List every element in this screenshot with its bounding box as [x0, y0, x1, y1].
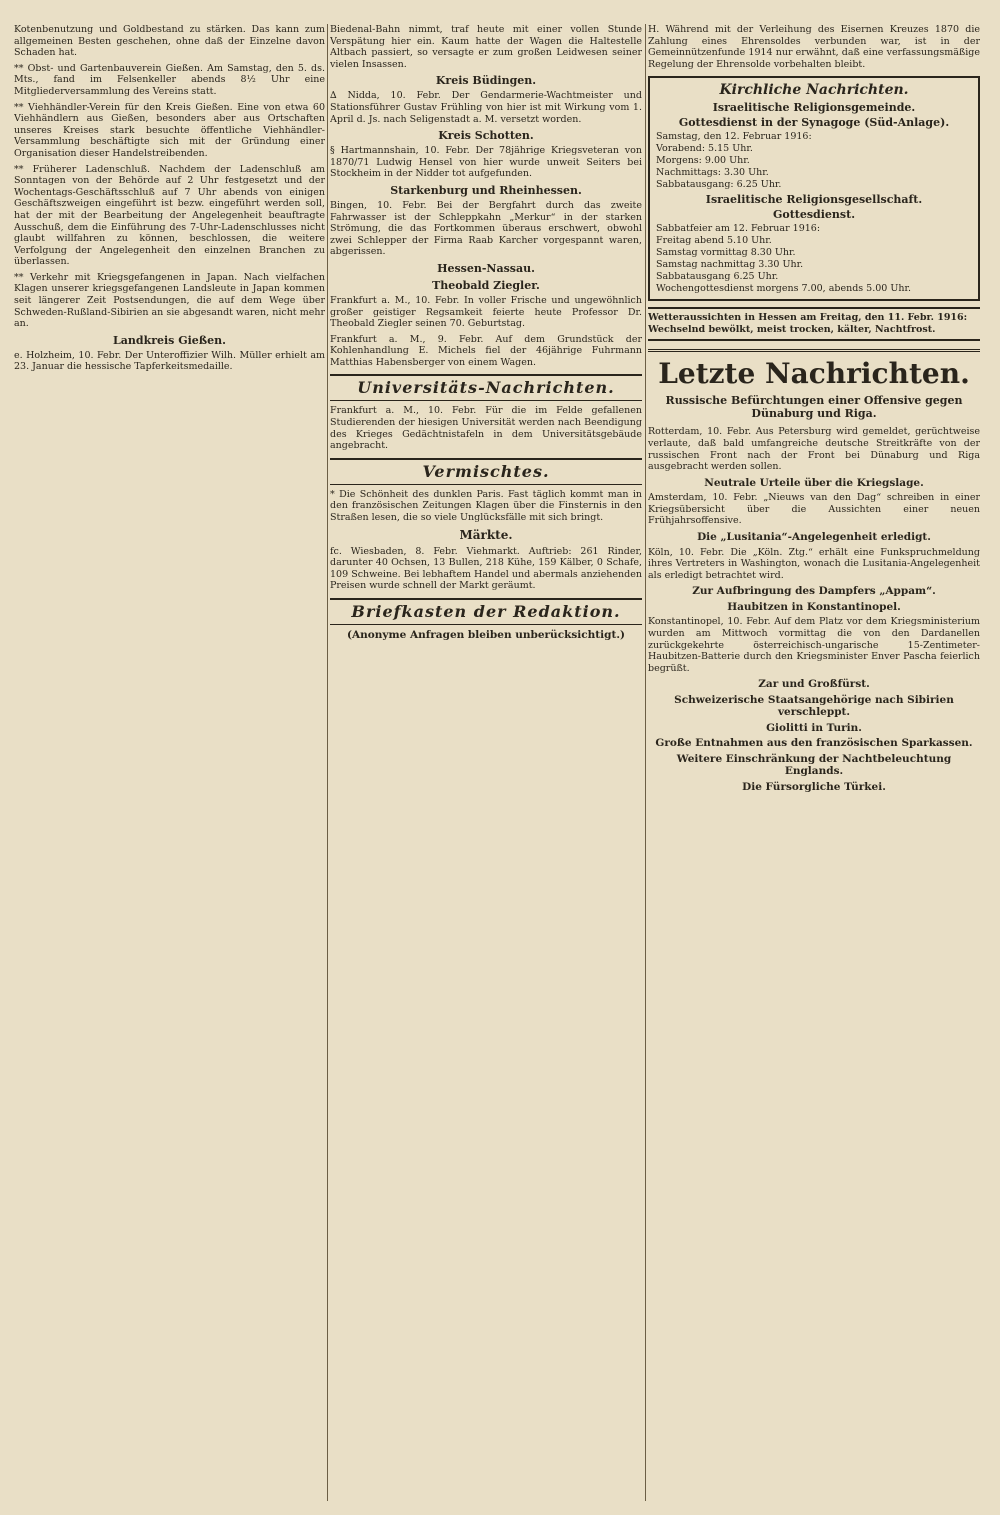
article-paris: * Die Schönheit des dunklen Paris. Fast täglich kommt man in den französischen Zeitungen Klagen über die Finsternis in den Straßen lesen, die so viele Unglücksfälle mit sich bringt.: [330, 488, 642, 524]
article-hartmannshain: § Hartmannshain, 10. Febr. Der 78jährige Kriegsveteran von 1870/71 Ludwig Hensel von hier wurde unweit Seiters bei Stockheim in der Nidder tot aufgefunden.: [330, 145, 642, 180]
heading-neutrale-urteile: Neutrale Urteile über die Kriegslage.: [704, 476, 924, 489]
heading-sparkassen: Große Entnahmen aus den französischen Sparkassen.: [655, 737, 973, 750]
article-obstbau: ** Obst- und Gartenbauverein Gießen. Am Samstag, den 5. ds. Mts., fand im Felsenkeller abends 8½ Uhr eine Mitgliederversammlung des Vereins statt.: [14, 62, 325, 97]
service-line: Freitag abend 5.10 Uhr.: [656, 235, 772, 247]
service-line: Sabbatausgang: 6.25 Uhr.: [656, 179, 782, 191]
heading-maerkte: Märkte.: [459, 527, 513, 542]
column-rule: [645, 24, 646, 1501]
article-ehrensold: H. Während mit der Verleihung des Eisernen Kreuzes 1870 die Zahlung eines Ehrensoldes verbunden war, ist in der Gemeinnützenfunde 1914 nur erwähnt, daß eine verfassungsmäßige Regelung der Ehrensolde vorbehalten bleibt.: [648, 24, 980, 70]
article-amsterdam: Amsterdam, 10. Febr. „Nieuws van den Dag“ schreiben in einer Kriegsübersicht über die Aussichten einer neuen Frühjahrsoffensive.: [648, 492, 980, 527]
church-sub-4: Gottesdienst.: [772, 208, 856, 222]
heading-england: Weitere Einschränkung der Nachtbeleuchtung Englands.: [676, 752, 952, 778]
section-universitaets-nachrichten: Universitäts-Nachrichten.: [330, 374, 642, 401]
article-paragraph: Kotenbenutzung und Goldbestand zu stärken. Das kann zum allgemeinen Besten geschehen, ohne daß der Einzelne davon Schaden hat.: [14, 24, 325, 59]
heading-haubitzen: Haubitzen in Konstantinopel.: [727, 600, 901, 613]
heading-lusitania: Die „Lusitania“-Angelegenheit erledigt.: [697, 531, 931, 544]
church-sub-1: Israelitische Religionsgemeinde.: [712, 101, 916, 115]
service-line: Samstag, den 12. Februar 1916:: [656, 131, 812, 143]
heading-starkenburg: Starkenburg und Rheinhessen.: [390, 183, 582, 197]
section-letzte-nachrichten: Letzte Nachrichten.: [648, 349, 980, 390]
article-rotterdam: Rotterdam, 10. Febr. Aus Petersburg wird gemeldet, gerüchtweise verlaute, daß bald umfangreiche deutsche Streitkräfte von der russischen Front nach der Front bei Dünaburg und Riga ausgebracht werden sollen.: [648, 426, 980, 473]
service-line: Samstag nachmittag 3.30 Uhr.: [656, 259, 804, 271]
church-title: Kirchliche Nachrichten.: [719, 82, 909, 99]
heading-schweiz-sibirien: Schweizerische Staatsangehörige nach Sibirien verschleppt.: [674, 693, 954, 719]
service-line: Wochengottesdienst morgens 7.00, abends 5.00 Uhr.: [656, 283, 911, 295]
article-japan: ** Verkehr mit Kriegsgefangenen in Japan. Nach vielfachen Klagen unserer kriegsgefangenen Landsleute in Japan kommen seit längerer Zeit Postsendungen, die auf dem Wege über Schweden-Rußland-Sibirien an sie abgesandt waren, nicht mehr an.: [14, 271, 325, 330]
heading-zar: Zar und Großfürst.: [758, 678, 870, 691]
heading-appam: Zur Aufbringung des Dampfers „Appam“.: [692, 585, 936, 598]
section-briefkasten: Briefkasten der Redaktion.: [330, 598, 642, 625]
article-ziegler: Frankfurt a. M., 10. Febr. In voller Frische und ungewöhnlich großer geistiger Regsamkeit feierte heute Professor Dr. Theobald Ziegler seinen 70. Geburtstag.: [330, 294, 642, 330]
church-sub-2: Gottesdienst in der Synagoge (Süd-Anlage).: [678, 116, 950, 130]
heading-ziegler: Theobald Ziegler.: [432, 278, 540, 292]
service-line: Sabbatfeier am 12. Februar 1916:: [656, 223, 821, 235]
heading-kreis-schotten: Kreis Schotten.: [438, 129, 534, 143]
column-left: [14, 24, 325, 1501]
church-sub-3: Israelitische Religionsgesellschaft.: [705, 193, 923, 207]
service-line: Nachmittags: 3.30 Uhr.: [656, 167, 769, 179]
article-frankfurt-unfall: Frankfurt a. M., 9. Febr. Auf dem Grundstück der Kohlenhandlung E. Michels fiel der 46jährige Fuhrmann Matthias Habensberger von einem Wagen.: [330, 333, 642, 368]
column-right: [648, 24, 980, 1501]
article-ladenschluss: ** Früherer Ladenschluß. Nachdem der Ladenschluß am Sonntagen von der Behörde auf 2 Uhr festgesetzt und der Wochentags-Geschäftsschluß auf 7 Uhr abends von einigen Geschäftszweigen eingeführt ist bezw. eingeführt werden soll, hat der mit der Bearbeitung der Angelegenheit beauftragte Ausschuß, dem die Einführung des 7-Uhr-Ladenschlusses nicht glaubt willfahren zu können, beschlossen, die weitere Verfolgung der Angelegenheit den einzelnen Branchen zu überlassen.: [14, 163, 325, 268]
section-vermischtes: Vermischtes.: [330, 458, 642, 485]
article-lusitania: Köln, 10. Febr. Die „Köln. Ztg.“ erhält eine Funkspruchmeldung ihres Vertreters in Washington, wonach die Lusitania-Angelegenheit als erledigt betrachtet wird.: [648, 546, 980, 581]
heading-hessen-nassau: Hessen-Nassau.: [437, 261, 535, 275]
article-haubitzen: Konstantinopel, 10. Febr. Auf dem Platz vor dem Kriegsministerium wurden am Mittwoch vormittag die von den Dardanellen zurückgekehrte österreichisch-ungarische 15-Zentimeter-Haubitzen-Batterie durch den Kriegsminister Enver Pascha feierlich begrüßt.: [648, 616, 980, 674]
article-holzheim: e. Holzheim, 10. Febr. Der Unteroffizier Wilh. Müller erhielt am 23. Januar die hessische Tapferkeitsmedaille.: [14, 349, 325, 373]
column-middle: [330, 24, 642, 1501]
service-line: Sabbatausgang 6.25 Uhr.: [656, 271, 779, 283]
article-viehhaendler: ** Viehhändler-Verein für den Kreis Gießen. Eine von etwa 60 Viehhändlern aus Gießen, besonders aber aus Ortschaften unseres Kreises stark besuchte öffentliche Viehhändler-Versammlung beschäftigte sich mit der Gründung einer Organisation dieser Handelstreibenden.: [14, 101, 325, 159]
article-intro: Biedenal-Bahn nimmt, traf heute mit einer vollen Stunde Verspätung hier ein. Kaum hatte der Wagen die Haltestelle Altbach passiert, so versagte er zum großen Leidwesen seiner vielen Insassen.: [330, 24, 642, 70]
briefkasten-note: (Anonyme Anfragen bleiben unberücksichtigt.): [347, 629, 625, 641]
service-line: Vorabend: 5.15 Uhr.: [656, 143, 753, 155]
service-line: Samstag vormittag 8.30 Uhr.: [656, 247, 796, 259]
heading-russische-befuerchtungen: Russische Befürchtungen einer Offensive gegen Dünaburg und Riga.: [665, 394, 963, 421]
heading-giolitti: Giolitti in Turin.: [766, 721, 862, 734]
heading-tuerkei: Die Fürsorgliche Türkei.: [742, 780, 886, 793]
heading-kreis-buedingen: Kreis Büdingen.: [435, 74, 537, 88]
service-line: Morgens: 9.00 Uhr.: [656, 155, 750, 167]
article-nidda: ∆ Nidda, 10. Febr. Der Gendarmerie-Wachtmeister und Stationsführer Gustav Frühling von hier ist mit Wirkung vom 1. April d. Js. nach Seligenstadt a. M. versetzt worden.: [330, 90, 642, 125]
weather-forecast: Wetteraussichten in Hessen am Freitag, den 11. Febr. 1916: Wechselnd bewölkt, meist trocken, kälter, Nachtfrost.: [648, 307, 980, 341]
article-wiesbaden-viehmarkt: fc. Wiesbaden, 8. Febr. Viehmarkt. Auftrieb: 261 Rinder, darunter 40 Ochsen, 13 Bullen, 218 Kühe, 159 Kälber, 0 Schafe, 109 Schweine. Bei lebhaftem Handel und abermals anziehenden Preisen wurde schnell der Markt geräumt.: [330, 545, 642, 592]
section-heading-landkreis: Landkreis Gießen.: [113, 333, 226, 347]
article-universitaet: Frankfurt a. M., 10. Febr. Für die im Felde gefallenen Studierenden der hiesigen Universität werden nach Beendigung des Krieges Gedächtnistafeln in dem Universitätsgebäude angebracht.: [330, 405, 642, 452]
article-bingen: Bingen, 10. Febr. Bei der Bergfahrt durch das zweite Fahrwasser ist der Schleppkahn „Merkur“ in der starken Strömung, die das Fortkommen überaus erschwert, obwohl zwei Schlepper der Firma Raab Karcher vorgespannt waren, abgerissen.: [330, 199, 642, 258]
church-notice-box: [648, 76, 980, 301]
column-rule: [327, 24, 328, 1501]
